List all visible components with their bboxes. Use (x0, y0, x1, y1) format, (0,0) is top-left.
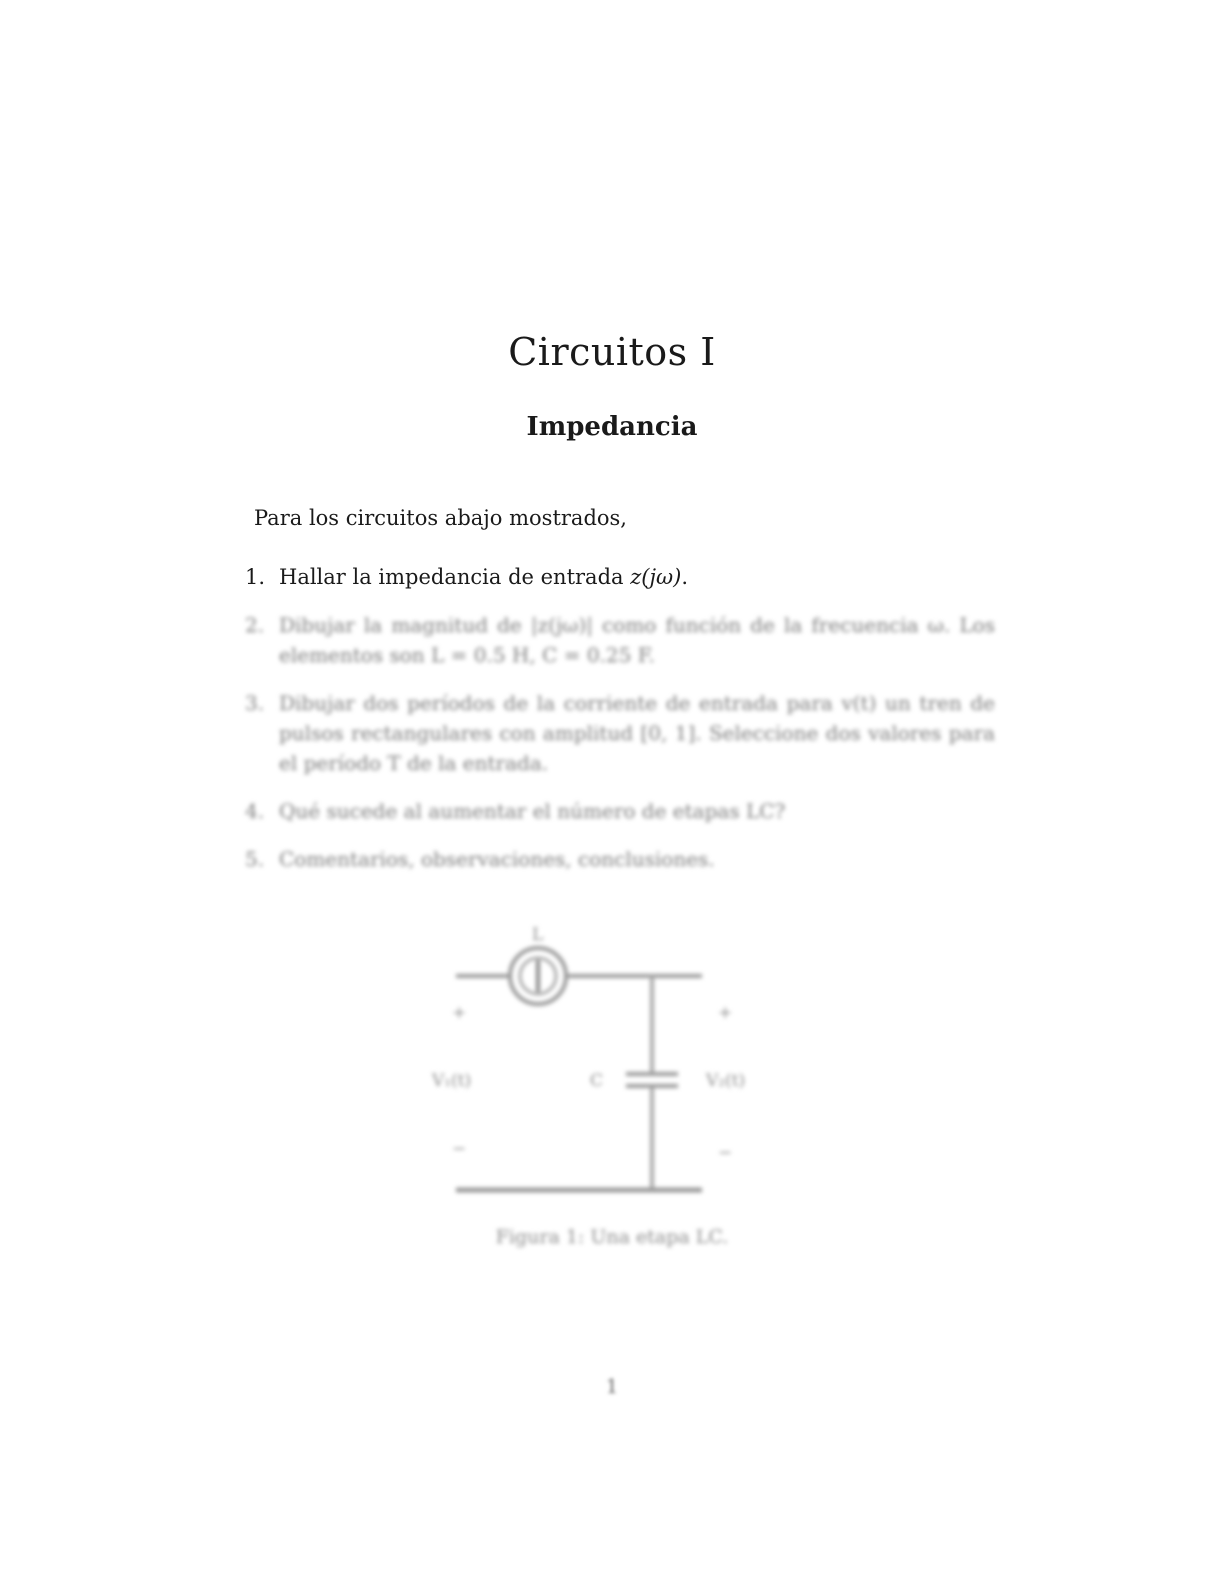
document-subtitle: Impedancia (526, 412, 698, 442)
item-text: Dibujar la magnitud de |z(jω)| como función de la frecuencia ω. Los elementos son L = 0.5 H, C = 0.25 F. (279, 613, 995, 667)
inductor-symbol (510, 948, 566, 1004)
item-text: Qué sucede al aumentar el número de etapas LC? (279, 799, 786, 823)
item-text: Comentarios, observaciones, conclusiones. (279, 847, 715, 871)
item-text: Hallar la impedancia de entrada (279, 565, 631, 589)
figure-caption: Figura 1: Una etapa LC. (495, 1226, 729, 1248)
left-plus-label: + (452, 1003, 467, 1023)
item-text-end: . (681, 565, 688, 589)
lc-circuit-diagram (420, 910, 800, 1210)
item-math: z(jω) (630, 565, 682, 589)
right-plus-label: + (718, 1003, 733, 1023)
list-item (245, 562, 995, 592)
right-voltage-label: V₂(t) (706, 1071, 746, 1091)
list-item (245, 844, 995, 874)
inductor-label: L (532, 925, 544, 945)
document-title: Circuitos I (508, 330, 716, 374)
item-number: 5. (245, 847, 265, 871)
list-item (245, 796, 995, 826)
page-number: 1 (605, 1374, 619, 1398)
right-minus-label: − (718, 1143, 733, 1163)
list-item (245, 688, 995, 778)
question-list (245, 562, 995, 892)
item-number: 4. (245, 799, 265, 823)
left-voltage-label: V₁(t) (432, 1071, 472, 1091)
item-number: 2. (245, 613, 265, 637)
capacitor-symbol (626, 1074, 678, 1086)
intro-text: Para los circuitos abajo mostrados, (254, 506, 627, 530)
capacitor-label: C (590, 1071, 604, 1091)
item-number: 3. (245, 691, 265, 715)
item-number: 1. (245, 565, 266, 589)
list-item (245, 610, 995, 670)
left-minus-label: − (452, 1139, 467, 1159)
item-text: Dibujar dos períodos de la corriente de entrada para v(t) un tren de pulsos rectangulares con amplitud [0, 1]. Seleccione dos valores para el período T de la entrada. (279, 691, 995, 775)
